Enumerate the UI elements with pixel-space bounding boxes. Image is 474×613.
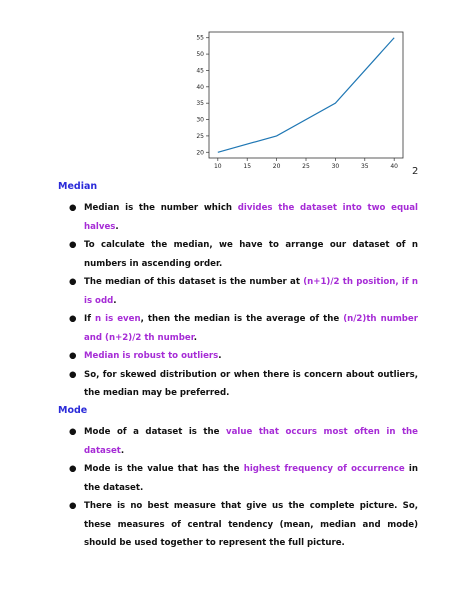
highlighted-text: n is even [94,314,141,324]
x-tick-label: 35 [360,163,369,170]
x-tick-label: 40 [390,163,399,170]
mode-bullet-item [58,423,418,460]
median-heading: Median [58,181,98,192]
bullet-text: There is no best measure that give us the complete picture. So, these measures of central tendency (mean, median and mode) should be used together to represent the full picture. [84,501,418,548]
median-bullet-item [58,347,418,366]
y-tick-label: 45 [196,67,204,75]
highlighted-text: value that occurs most often in the dataset [84,427,419,456]
highlighted-text: highest frequency of occurrence [243,464,405,474]
bullet-icon: ● [69,203,77,213]
y-tick-label: 50 [196,51,204,59]
bullet-icon: ● [69,427,77,437]
bullet-text: . [113,295,117,306]
x-tick-label: 25 [302,163,310,170]
bullet-text: . [115,221,119,232]
bullet-text: . [120,445,125,456]
highlighted-text: (n/2)th number and (n+2)/2 th number [84,314,418,343]
bullet-icon: ● [69,501,77,511]
bullet-text: in the dataset. [84,464,418,493]
y-tick-label: 55 [196,34,204,42]
mode-bullet-item [58,497,418,553]
bullet-icon: ● [69,277,77,287]
bullet-icon: ● [69,369,77,380]
median-bullet-item [58,273,418,310]
mode-bullet-item [58,460,418,497]
bullet-text: Mode of a dataset is the [84,427,227,437]
median-bullet-item [58,236,418,273]
bullet-text: , then the median is the average of the [140,314,344,324]
bullet-text: Mode is the value that has the [84,464,244,474]
chart-svg [178,28,410,176]
x-tick-label: 30 [331,163,340,170]
page-number: 2 [412,166,419,177]
bullet-icon: ● [69,464,77,474]
x-tick-label: 20 [272,163,281,170]
median-bullet-item [58,310,418,347]
bullet-text: So, for skewed distribution or when there is concern about outliers, the median may be preferred. [84,369,418,398]
bullet-icon: ● [69,240,77,250]
y-tick-label: 40 [196,83,204,91]
highlighted-text: (n+1)/2 th position, if n is odd [84,277,418,306]
median-bullet-list [58,199,418,403]
y-tick-label: 30 [196,116,204,124]
bullet-text: . [193,332,197,343]
y-tick-label: 35 [196,100,204,108]
bullet-text: The median of this dataset is the number at [84,277,304,287]
line-chart [178,28,410,176]
plot-frame [209,32,403,158]
bullet-text: . [218,351,222,361]
bullet-text: Median is the number which [84,203,238,213]
series-line [218,38,394,153]
highlighted-text: divides the dataset into two equal halves [84,203,418,232]
median-bullet-item [58,199,418,236]
bullet-text: To calculate the median, we have to arrange our dataset of n numbers in ascending order. [84,240,418,269]
x-tick-label: 10 [213,163,222,170]
bullet-text: If [84,314,95,324]
mode-heading: Mode [58,405,88,416]
y-tick-label: 20 [196,149,204,157]
bullet-icon: ● [69,314,77,324]
bullet-icon: ● [69,351,77,361]
y-tick-label: 25 [196,132,204,140]
x-tick-label: 15 [243,163,252,170]
mode-bullet-list [58,423,418,553]
median-bullet-item [58,366,418,403]
highlighted-text: Median is robust to outliers [84,351,219,361]
